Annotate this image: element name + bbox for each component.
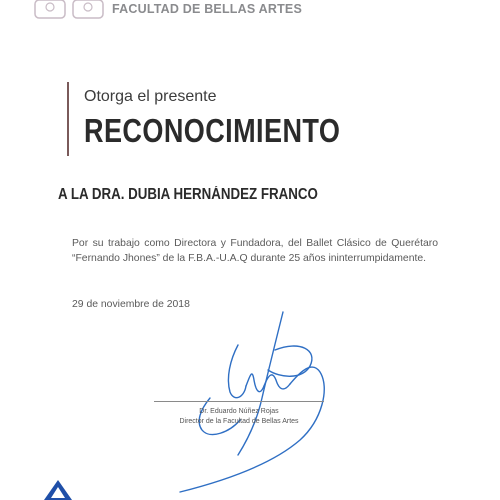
university-crest-icon: [33, 0, 108, 22]
signer-name: Dr. Eduardo Núñez Rojas: [199, 408, 279, 415]
intro-text: Otorga el presente: [84, 88, 217, 105]
certificate-title: RECONOCIMIENTO: [84, 112, 341, 149]
accent-bar: [67, 82, 69, 156]
faculty-name: FACULTAD DE BELLAS ARTES: [112, 2, 302, 16]
signature-line: [154, 401, 324, 402]
recipient-name: A LA DRA. DUBIA HERNÁNDEZ FRANCO: [58, 186, 318, 203]
triangle-logo-icon: [40, 478, 76, 500]
certificate-date: 29 de noviembre de 2018: [72, 299, 190, 310]
recognition-text: Por su trabajo como Directora y Fundadora, del Ballet Clásico de Querétaro “Fernando Jhones” de la F.B.A.-U.A.Q durante 25 años ininterrumpidamente.: [72, 238, 438, 264]
signer-title: Director de la Facultad de Bellas Artes: [179, 418, 299, 425]
